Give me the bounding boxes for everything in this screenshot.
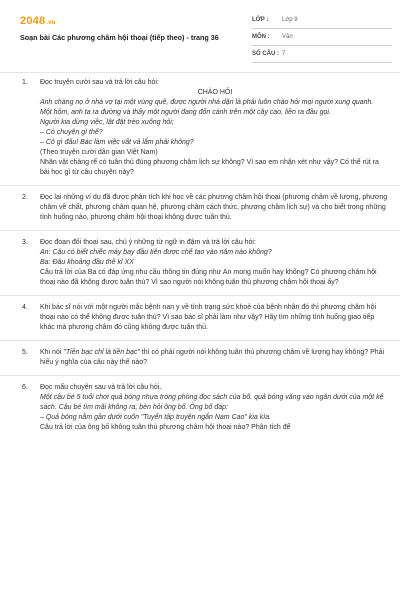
site-logo[interactable] <box>20 15 56 27</box>
story-title: CHÀO HỎI <box>197 89 233 96</box>
meta-table <box>252 12 392 63</box>
question-prompt <box>40 348 390 368</box>
meta-key: SỐ CÂU : <box>252 51 279 57</box>
story-text: Một cậu bé 5 tuổi chơi quả bóng nhựa trong phòng đọc sách của bố. quả bóng văng vào ngăn dưới của một kệ sách. Cậu bé tìm mãi không ra, bèn hỏi ông bố. Ông bố đáp: <box>40 394 384 411</box>
question-number: 1. <box>22 79 28 86</box>
header-divider <box>0 72 400 73</box>
meta-key: MÔN : <box>252 34 270 40</box>
question-4 <box>22 303 390 333</box>
question-followup: Nhân vật chàng rể có tuân thủ đúng phương châm lịch sự không? Vì sao em nhận xét như vậy? Có thể rút ra bài học gì từ câu chuyện này? <box>40 159 379 176</box>
meta-row-class <box>252 12 392 29</box>
meta-row-count <box>252 46 392 63</box>
logo-text: 2048 <box>20 15 46 27</box>
meta-value: 7 <box>282 51 286 57</box>
story-line: Người kia dừng việc, lật đật trèo xuống hỏi; <box>40 119 174 126</box>
question-prompt: Đọc truyện cười sau và trả lời câu hỏi: <box>40 79 159 86</box>
dialog-line: An: Cậu có biết chiếc máy bay đầu tiên được chế tạo vào năm nào không? <box>40 249 272 256</box>
prompt-suffix: thì có phải người nói không tuân thủ phương châm về lượng hay không? Phải hiểu ý nghĩa của câu này thế nào? <box>40 349 385 366</box>
meta-key: LỚP : <box>252 17 269 23</box>
question-number: 2. <box>22 194 28 201</box>
question-number: 4. <box>22 304 28 311</box>
story-line: – Có chuyện gì thế? <box>40 129 103 136</box>
story-quote: – Quả bóng nằm gần dưới cuốn "Tuyển tập truyện ngắn Nam Cao" kia kìa. <box>40 414 272 421</box>
story-line: Một hôm, anh ta ra đường và thấy một người đang đốn cành trên một cây cao, liền ra đầu gọi. <box>40 109 331 116</box>
questions-list <box>0 78 400 433</box>
question-followup: Câu trả lời của Ba có đáp ứng nhu cầu thông tin đúng như An mong muốn hay không? Có phương châm hội thoại nào đã không được tuân thủ? Vì sao người nói không tuân thủ phương châm hội thoại ấy? <box>40 269 377 286</box>
question-number: 6. <box>22 384 28 391</box>
divider <box>0 185 400 186</box>
meta-value: Lớp 9 <box>282 17 298 23</box>
prompt-quote: "Tiền bạc chỉ là tiền bạc" <box>63 349 140 356</box>
divider <box>0 375 400 376</box>
divider <box>0 340 400 341</box>
question-prompt: Đọc lại những ví dụ đã được phân tích khi học về các phương châm hội thoại (phương châm về lượng, phương châm về chất, phương châm quan hệ, phương châm cách thức, phương châm lịch sự) và cho biết trong những tình huống nào, phương châm hội thoại không được tuân thủ. <box>40 194 388 221</box>
story-source: (Theo truyện cười dân gian Việt Nam) <box>40 149 158 156</box>
prompt-prefix: Khi nói <box>40 349 64 356</box>
story-line: – Cô gì đấu! Bác làm việc vất vả lắm phải không? <box>40 139 194 146</box>
question-number: 3. <box>22 239 28 246</box>
logo-suffix: .vn <box>46 20 56 26</box>
page-title: Soạn bài Các phương châm hội thoại (tiếp theo) - trang 36 <box>20 33 219 42</box>
question-prompt: Đọc mẩu chuyện sau và trả lời câu hỏi. <box>40 384 162 391</box>
question-5 <box>22 348 390 368</box>
question-prompt: Khi bác sĩ nói với một người mắc bệnh nan y về tình trạng sức khoẻ của bệnh nhân đó thì phương châm hội thoại nào có thể không được tuân thủ? Vì sao bác sĩ phải làm như vậy? Hãy tìm những tình huống giao tiếp khác mà phương châm đó cũng không được tuân thủ. <box>40 304 377 331</box>
question-followup: Câu trả lời của ông bố không tuân thủ phương châm hội thoại nào? Phân tích để <box>40 424 291 431</box>
question-1 <box>22 78 390 178</box>
story-line: Anh chàng nọ ở nhà vợ tại một vùng quê, được người nhà dặn là phải luôn chào hỏi mọi người xung quanh. <box>40 99 374 106</box>
question-3 <box>22 238 390 288</box>
dialog-line: Ba: Đâu khoảng đầu thế kỉ XX <box>40 259 134 266</box>
divider <box>0 230 400 231</box>
question-number: 5. <box>22 349 28 356</box>
question-prompt: Đọc đoạn đối thoại sau, chú ý những từ ngữ in đậm và trả lời câu hỏi: <box>40 239 256 246</box>
meta-row-subject <box>252 29 392 46</box>
question-2 <box>22 193 390 223</box>
divider <box>0 295 400 296</box>
meta-value: Văn <box>282 34 293 40</box>
header <box>0 0 400 72</box>
question-6 <box>22 383 390 433</box>
